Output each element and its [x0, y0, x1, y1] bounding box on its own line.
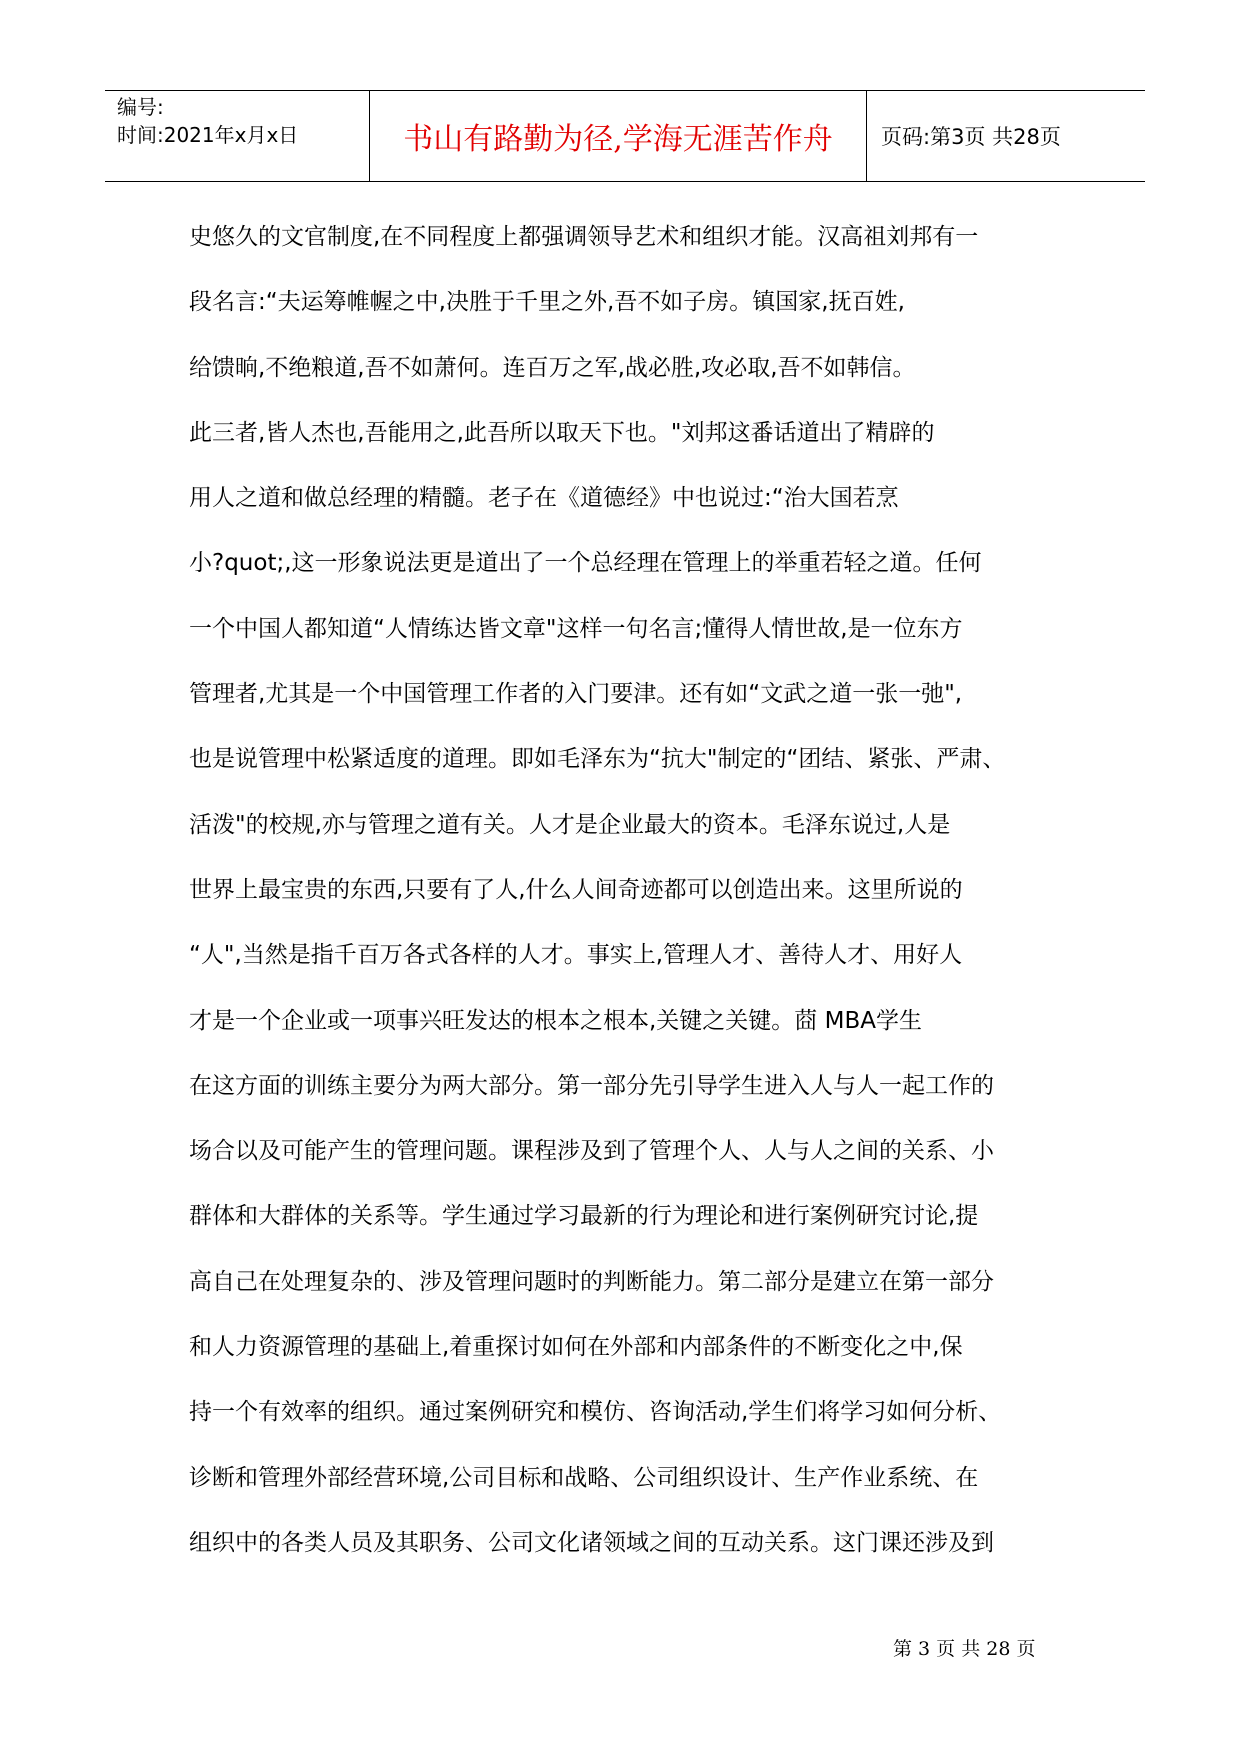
text-line: 在这方面的训练主要分为两大部分。第一部分先引导学生进入人与人一起工作的: [189, 1072, 994, 1099]
text-line: 高自己在处理复杂的、涉及管理问题时的判断能力。第二部分是建立在第一部分: [189, 1268, 994, 1295]
text-line: 才是一个企业或一项事兴旺发达的根本之根本,关键之关键。莔 MBA学生: [189, 1007, 922, 1034]
time-label: 时间:2021年x月x日: [117, 123, 299, 147]
text-line: 小?quot;,这一形象说法更是道出了一个总经理在管理上的举重若轻之道。任何: [189, 550, 982, 577]
text-line: 持一个有效率的组织。通过案例研究和模仿、咨询活动,学生们将学习如何分析、: [189, 1399, 1002, 1426]
text-line: 群体和大群体的关系等。学生通过学习最新的行为理论和进行案例研究讨论,提: [189, 1203, 979, 1230]
header-table: [105, 90, 1145, 182]
footer-page-number: 第 3 页 共 28 页: [893, 1638, 1036, 1660]
header-motto-cell: [370, 91, 867, 181]
text-line: 也是说管理中松紧适度的道理。即如毛泽东为“抗大"制定的“团结、紧张、严肃、: [189, 746, 1006, 773]
text-line: 给馈晌,不绝粮道,吾不如萧何。连百万之军,战必胜,攻必取,吾不如韩信。: [189, 354, 916, 381]
text-line: 史悠久的文官制度,在不同程度上都强调领导艺术和组织才能。汉高祖刘邦有一: [189, 224, 979, 250]
text-line: “人",当然是指千百万各式各样的人才。事实上,管理人才、善待人才、用好人: [189, 942, 963, 969]
text-line: 和人力资源管理的基础上,着重探讨如何在外部和内部条件的不断变化之中,保: [189, 1334, 963, 1361]
text-line: 此三者,皆人杰也,吾能用之,此吾所以取天下也。"刘邦这番话道出了精辟的: [189, 419, 935, 446]
text-line: 场合以及可能产生的管理问题。课程涉及到了管理个人、人与人之间的关系、小: [189, 1138, 994, 1165]
text-line: 管理者,尤其是一个中国管理工作者的入门要津。还有如“文武之道一张一弛",: [189, 681, 963, 708]
text-line: 一个中国人都知道“人情练达皆文章"这样一句名言;懂得人情世故,是一位东方: [189, 615, 963, 642]
header-page-cell: [867, 91, 1145, 181]
text-line: 活泼"的校规,亦与管理之道有关。人才是企业最大的资本。毛泽东说过,人是: [189, 811, 951, 838]
text-line: 诊断和管理外部经营环境,公司目标和战略、公司组织设计、生产作业系统、在: [189, 1464, 979, 1491]
text-line: 世界上最宝贵的东西,只要有了人,什么人间奇迹都可以创造出来。这里所说的: [189, 876, 963, 903]
text-line: 段名言:“夫运筹帷幄之中,决胜于千里之外,吾不如子房。镇国家,抚百姓,: [189, 289, 905, 316]
text-line: 组织中的各类人员及其职务、公司文化诸领域之间的互动关系。这门课还涉及到: [189, 1529, 994, 1556]
body-text: [189, 222, 1069, 1593]
page-code: 页码:第3页 共28页: [881, 125, 1061, 149]
code-label: 编号:: [117, 95, 164, 119]
motto-text: 书山有路勤为径,学海无涯苦作舟: [403, 122, 833, 157]
text-line: 用人之道和做总经理的精髓。老子在《道德经》中也说过:“治大国若烹: [189, 485, 899, 512]
header-meta-cell: [105, 91, 370, 181]
